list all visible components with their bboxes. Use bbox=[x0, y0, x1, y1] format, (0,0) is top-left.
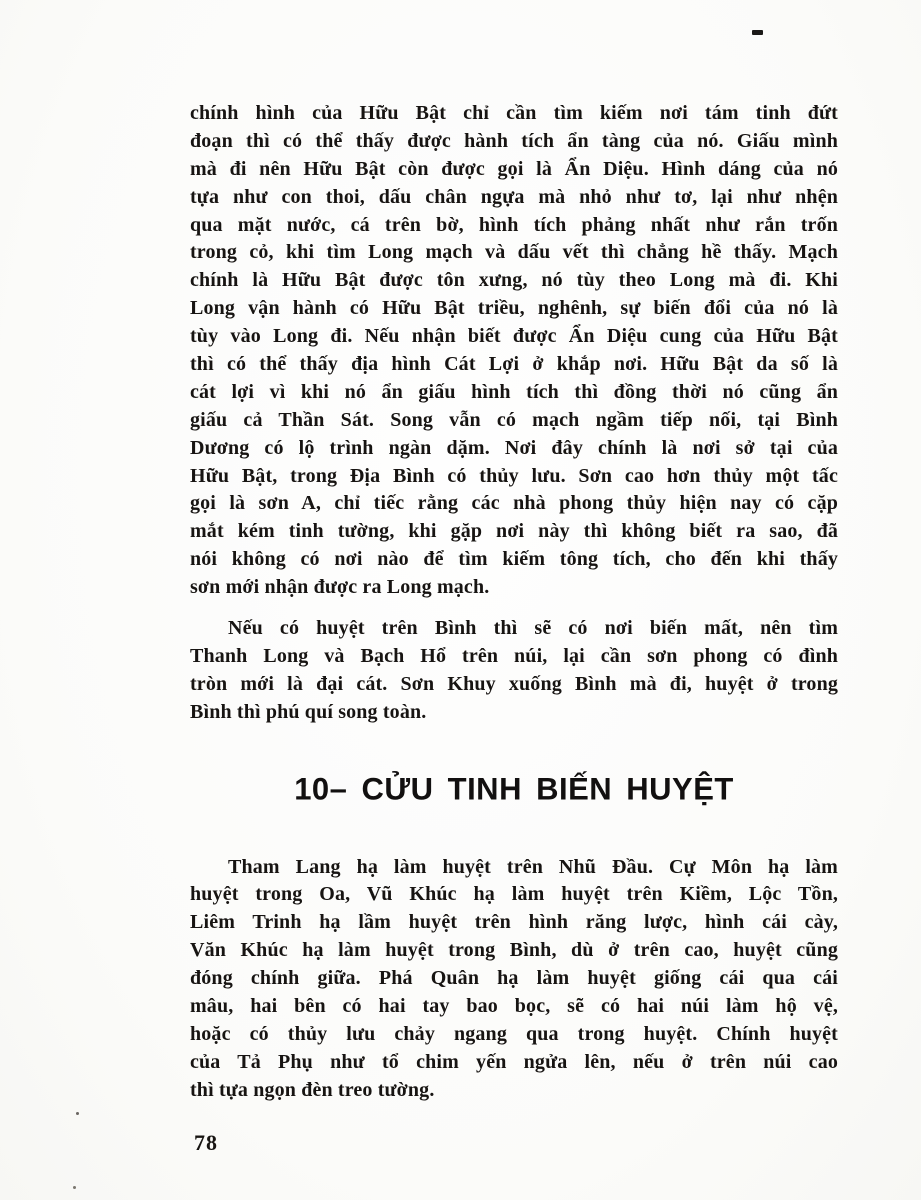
text-line: Thanh Long và Bạch Hổ trên núi, lại cần sơn phong có đình bbox=[190, 644, 838, 667]
text-line: đóng chính giữa. Phá Quân hạ làm huyệt giống cái qua cái bbox=[190, 967, 838, 990]
text-line: thì có thể thấy địa hình Cát Lợi ở khắp nơi. Hữu Bật da số là bbox=[190, 353, 838, 376]
text-line: chính hình của Hữu Bật chỉ cần tìm kiếm nơi tám tinh đứt bbox=[190, 102, 838, 124]
text-line: Long vận hành có Hữu Bật triều, nghênh, sự biến đổi của nó là bbox=[190, 297, 838, 320]
body-paragraph bbox=[190, 615, 838, 727]
text-line: Tham Lang hạ làm huyệt trên Nhũ Đầu. Cự Môn hạ làm bbox=[228, 855, 838, 878]
text-line: mâu, hai bên có hai tay bao bọc, sẽ có hai núi làm hộ vệ, bbox=[190, 995, 838, 1018]
text-line: của Tả Phụ như tổ chim yến ngửa lên, nếu ở trên núi cao bbox=[190, 1050, 838, 1073]
text-line: mà đi nên Hữu Bật còn được gọi là Ẩn Diệu. Hình dáng của nó bbox=[190, 157, 838, 180]
text-line: gọi là sơn A, chỉ tiếc rằng các nhà phong thủy hiện nay có cặp bbox=[190, 492, 838, 515]
text-line: tựa như con thoi, dấu chân ngựa mà nhỏ như tơ, lại như nhện bbox=[190, 185, 838, 208]
text-line: hoặc có thủy lưu chảy ngang qua trong huyệt. Chính huyệt bbox=[190, 1022, 838, 1045]
section-heading: 10– CỬU TINH BIẾN HUYỆT bbox=[294, 770, 734, 807]
text-line: huyệt trong Oa, Vũ Khúc hạ làm huyệt trên Kiềm, Lộc Tồn, bbox=[190, 883, 838, 906]
speck-mark bbox=[73, 1186, 76, 1189]
text-line: tùy vào Long đi. Nếu nhận biết được Ẩn Diệu cung của Hữu Bật bbox=[190, 325, 838, 348]
text-line: cát lợi vì khi nó ẩn giấu hình tích thì đồng thời nó cũng ẩn bbox=[190, 380, 838, 403]
speck-mark bbox=[76, 1112, 79, 1115]
text-line: tròn mới là đại cát. Sơn Khuy xuống Bình mà đi, huyệt ở trong bbox=[190, 672, 838, 695]
page-number: 78 bbox=[194, 1130, 218, 1155]
text-line: Liêm Trinh hạ lầm huyệt trên hình răng lược, hình cái cày, bbox=[190, 911, 838, 934]
text-column bbox=[190, 100, 838, 1105]
text-line: sơn mới nhận được ra Long mạch. bbox=[190, 576, 490, 599]
text-line: Bình thì phú quí song toàn. bbox=[190, 700, 427, 723]
dash-mark bbox=[752, 30, 763, 35]
body-paragraph bbox=[190, 100, 838, 602]
text-line: chính là Hữu Bật được tôn xưng, nó tùy theo Long mà đi. Khi bbox=[190, 269, 838, 292]
text-line: qua mặt nước, cá trên bờ, hình tích phảng nhất như rắn trốn bbox=[190, 213, 838, 236]
text-line: mắt kém tinh tường, khi gặp nơi này thì không biết ra sao, đã bbox=[190, 520, 838, 543]
text-line: Văn Khúc hạ làm huyệt trong Bình, dù ở trên cao, huyệt cũng bbox=[190, 939, 838, 962]
text-line: Nếu có huyệt trên Bình thì sẽ có nơi biến mất, nên tìm bbox=[228, 617, 838, 640]
text-line: thì tựa ngọn đèn treo tường. bbox=[190, 1078, 435, 1101]
text-line: giấu cả Thần Sát. Song vẫn có mạch ngầm tiếp nối, tại Bình bbox=[190, 408, 838, 431]
text-line: Dương có lộ trình ngàn dặm. Nơi đây chính là nơi sở tại của bbox=[190, 436, 838, 459]
text-line: trong cỏ, khi tìm Long mạch và dấu vết thì chẳng hề thấy. Mạch bbox=[190, 241, 838, 264]
text-line: nói không có nơi nào để tìm kiếm tông tích, cho đến khi thấy bbox=[190, 548, 838, 571]
body-paragraph bbox=[190, 854, 838, 1105]
text-line: Hữu Bật, trong Địa Bình có thủy lưu. Sơn cao hơn thủy một tấc bbox=[190, 464, 838, 487]
text-line: đoạn thì có thể thấy được hành tích ẩn tàng của nó. Giấu mình bbox=[190, 129, 838, 152]
